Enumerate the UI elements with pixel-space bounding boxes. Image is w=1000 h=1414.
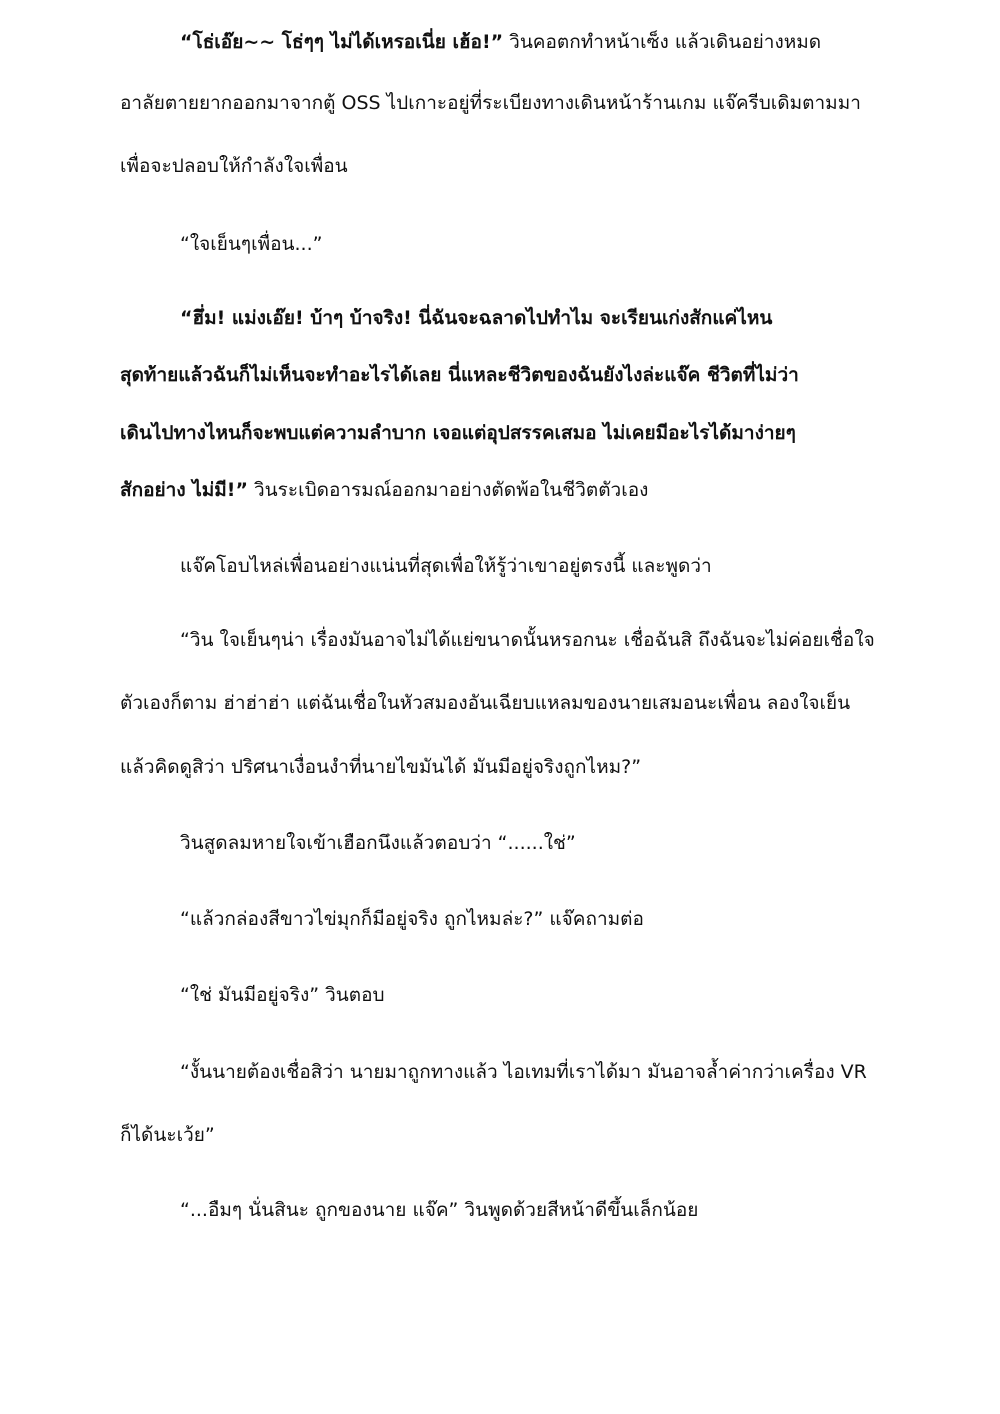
paragraph-5-line-1: “วิน ใจเย็นๆน่า เรื่องมันอาจไม่ได้แย่ขนาดนั้นหรอกนะ เชื่อฉันสิ ถึงฉันจะไม่ค่อยเชื่อใจ <box>180 629 875 651</box>
paragraph-2-line-1: “ใจเย็นๆเพื่อน...” <box>180 233 323 255</box>
dialogue-bold: “โธ่เอ๊ย~~ โธ่ๆๆ ไม่ได้เหรอเนี่ย เฮ้อ!” <box>180 31 504 53</box>
paragraph-4-line-1: แจ๊คโอบไหล่เพื่อนอย่างแน่นที่สุดเพื่อให้รู้ว่าเขาอยู่ตรงนี้ และพูดว่า <box>180 555 712 577</box>
paragraph-1-line-2: อาลัยตายยากออกมาจากตู้ OSS ไปเกาะอยู่ที่ระเบียงทางเดินหน้าร้านเกม แจ๊ครีบเดิมตามมา <box>120 92 861 114</box>
paragraph-3-line-1: “ฮึ่ม! แม่งเอ๊ย! บ้าๆ บ้าจริง! นี่ฉันจะฉลาดไปทำไม จะเรียนเก่งสักแค่ไหน <box>180 307 773 329</box>
paragraph-9-line-1: “งั้นนายต้องเชื่อสิว่า นายมาถูกทางแล้ว ไอเทมที่เราได้มา มันอาจล้ำค่ากว่าเครื่อง VR <box>180 1061 867 1083</box>
paragraph-6-line-1: วินสูดลมหายใจเข้าเฮือกนึงแล้วตอบว่า “......ใช่” <box>180 832 576 854</box>
dialogue-bold: สักอย่าง ไม่มี!” <box>120 479 248 501</box>
paragraph-3-line-3: เดินไปทางไหนก็จะพบแต่ความลำบาก เจอแต่อุปสรรคเสมอ ไม่เคยมีอะไรได้มาง่ายๆ <box>120 422 796 444</box>
paragraph-5-line-2: ตัวเองก็ตาม ฮ่าฮ่าฮ่า แต่ฉันเชื่อในหัวสมองอันเฉียบแหลมของนายเสมอนะเพื่อน ลองใจเย็น <box>120 692 851 714</box>
paragraph-8-line-1: “ใช่ มันมีอยู่จริง” วินตอบ <box>180 984 385 1006</box>
narration-text: วินคอตกทำหน้าเซ็ง แล้วเดินอย่างหมด <box>503 31 822 53</box>
paragraph-5-line-3: แล้วคิดดูสิว่า ปริศนาเงื่อนงำที่นายไขมันได้ มันมีอยู่จริงถูกไหม?” <box>120 756 642 778</box>
paragraph-3-line-4 <box>120 478 648 502</box>
paragraph-1-line-1 <box>180 30 821 54</box>
paragraph-7-line-1: “แล้วกล่องสีขาวไข่มุกก็มีอยู่จริง ถูกไหมล่ะ?” แจ๊คถามต่อ <box>180 908 644 930</box>
paragraph-1-line-3: เพื่อจะปลอบให้กำลังใจเพื่อน <box>120 155 348 177</box>
narration-text: วินระเบิดอารมณ์ออกมาอย่างตัดพ้อในชีวิตตัวเอง <box>247 479 649 501</box>
paragraph-3-line-2: สุดท้ายแล้วฉันก็ไม่เห็นจะทำอะไรได้เลย นี่แหละชีวิตของฉันยังไงล่ะแจ๊ค ชีวิตที่ไม่ว่า <box>120 364 799 386</box>
paragraph-10-line-1: “...อืมๆ นั่นสินะ ถูกของนาย แจ๊ค” วินพูดด้วยสีหน้าดีขึ้นเล็กน้อย <box>180 1199 699 1221</box>
paragraph-9-line-2: ก็ได้นะเว้ย” <box>120 1124 215 1146</box>
